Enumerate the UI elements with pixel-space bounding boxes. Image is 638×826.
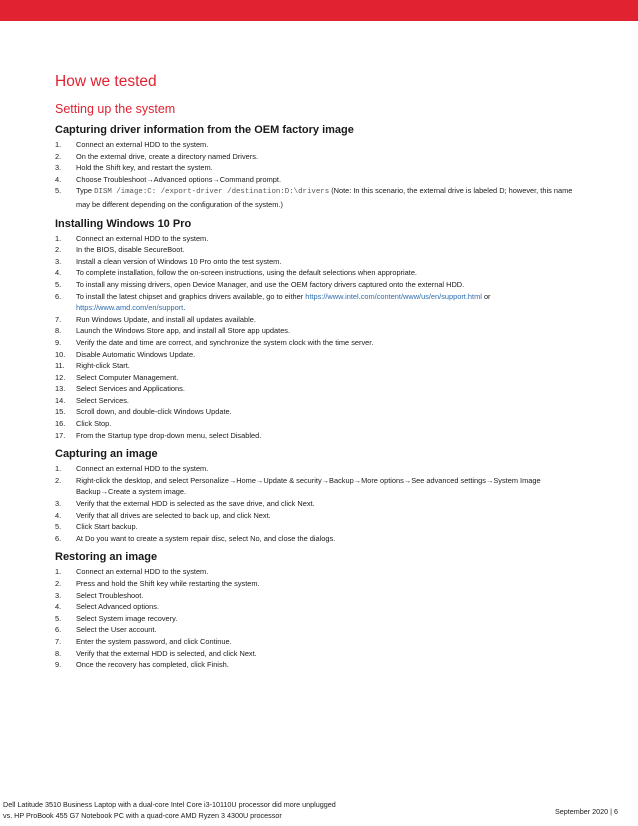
heading-capturing-driver-info: Capturing driver information from the OEM factory image bbox=[55, 124, 354, 136]
list-capturing-driver-info bbox=[55, 139, 585, 211]
list-item: 1. Connect an external HDD to the system. bbox=[55, 140, 209, 149]
footer-date-page: September 2020 | 6 bbox=[554, 807, 618, 816]
dism-command: DISM /image:C: /export-driver /destination:D:\drivers bbox=[94, 188, 330, 197]
list-item: 4. Select Advanced options. bbox=[55, 602, 159, 612]
list-item: 5. Type DISM /image:C: /export-driver /destination:D:\drivers (Note: In this scenario, the external drive is labeled D; however, this name may be different depending on the configuration of the system.) bbox=[55, 186, 573, 209]
list-item: 10. Disable Automatic Windows Update. bbox=[55, 349, 196, 359]
list-item: 4. To complete installation, follow the on-screen instructions, using the default selections when appropriate. bbox=[55, 268, 417, 278]
list-item: 5. Select System image recovery. bbox=[55, 613, 178, 623]
list-capturing-image bbox=[55, 463, 585, 544]
list-item: 11. Right-click Start. bbox=[55, 361, 130, 371]
list-item: 3. Hold the Shift key, and restart the system. bbox=[55, 163, 213, 173]
list-item: 15. Scroll down, and double-click Windows Update. bbox=[55, 407, 232, 417]
list-item: 4. Verify that all drives are selected to back up, and click Next. bbox=[55, 510, 271, 520]
list-item: 12. Select Computer Management. bbox=[55, 372, 179, 382]
list-item: 2. On the external drive, create a directory named Drivers. bbox=[55, 151, 258, 161]
list-item: 5. To install any missing drivers, open Device Manager, and use the OEM factory drivers captured onto the external HDD. bbox=[55, 279, 465, 289]
footer-line-1: Dell Latitude 3510 Business Laptop with a dual-core Intel Core i3-10110U processor did more unplugged bbox=[3, 800, 336, 809]
list-item: 17. From the Startup type drop-down menu, select Disabled. bbox=[55, 430, 262, 440]
list-item: 3. Select Troubleshoot. bbox=[55, 590, 144, 600]
list-item: 1. Connect an external HDD to the system. bbox=[55, 233, 209, 243]
list-installing-windows bbox=[55, 233, 585, 442]
list-item: 3. Verify that the external HDD is selected as the save drive, and click Next. bbox=[55, 499, 315, 509]
footer-report-title bbox=[3, 799, 443, 821]
list-restoring-image bbox=[55, 566, 585, 670]
list-item: 4. Choose Troubleshoot→Advanced options→Command prompt. bbox=[55, 174, 281, 184]
document-body bbox=[55, 72, 585, 671]
list-item: 6. To install the latest chipset and graphics drivers available, go to either https://www.intel.com/content/www/us/en/support.html or https://www.amd.com/en/support. bbox=[55, 291, 491, 313]
heading-restoring-image: Restoring an image bbox=[55, 551, 158, 564]
list-item: 1. Connect an external HDD to the system. bbox=[55, 464, 209, 474]
heading-installing-windows: Installing Windows 10 Pro bbox=[55, 217, 192, 230]
header-bar bbox=[0, 0, 638, 21]
section-subtitle: Setting up the system bbox=[55, 102, 176, 116]
list-item: 8. Launch the Windows Store app, and install all Store app updates. bbox=[55, 326, 291, 336]
list-item: 9. Once the recovery has completed, click Finish. bbox=[55, 660, 229, 670]
amd-support-link[interactable]: https://www.amd.com/en/support bbox=[76, 303, 184, 313]
list-item: 13. Select Services and Applications. bbox=[55, 384, 185, 394]
intel-support-link[interactable]: https://www.intel.com/content/www/us/en/support.html bbox=[305, 291, 482, 301]
list-item: 2. In the BIOS, disable SecureBoot. bbox=[55, 245, 185, 255]
list-item: 16. Click Stop. bbox=[55, 419, 112, 429]
page-title: How we tested bbox=[55, 73, 157, 90]
list-item: 3. Install a clean version of Windows 10 Pro onto the test system. bbox=[55, 256, 282, 266]
list-item: 6. Select the User account. bbox=[55, 625, 157, 635]
list-item: 2. Right-click the desktop, and select Personalize→Home→Update & security→Backup→More options→See advanced settings→System Image Backup→Create a system image. bbox=[55, 475, 541, 497]
list-item: 9. Verify the date and time are correct, and synchronize the system clock with the time server. bbox=[55, 337, 374, 347]
list-item: 5. Click Start backup. bbox=[55, 522, 138, 532]
list-item: 8. Verify that the external HDD is selected, and click Next. bbox=[55, 648, 257, 658]
list-item: 1. Connect an external HDD to the system. bbox=[55, 567, 209, 577]
list-item: 7. Enter the system password, and click Continue. bbox=[55, 636, 232, 646]
footer-line-2: vs. HP ProBook 455 G7 Notebook PC with a quad-core AMD Ryzen 3 4300U processor bbox=[3, 811, 282, 820]
list-item: 7. Run Windows Update, and install all updates available. bbox=[55, 314, 256, 324]
list-item: 14. Select Services. bbox=[55, 395, 129, 405]
list-item: 6. At Do you want to create a system repair disc, select No, and close the dialogs. bbox=[55, 533, 336, 543]
list-item: 2. Press and hold the Shift key while restarting the system. bbox=[55, 579, 260, 588]
heading-capturing-image: Capturing an image bbox=[55, 448, 158, 461]
